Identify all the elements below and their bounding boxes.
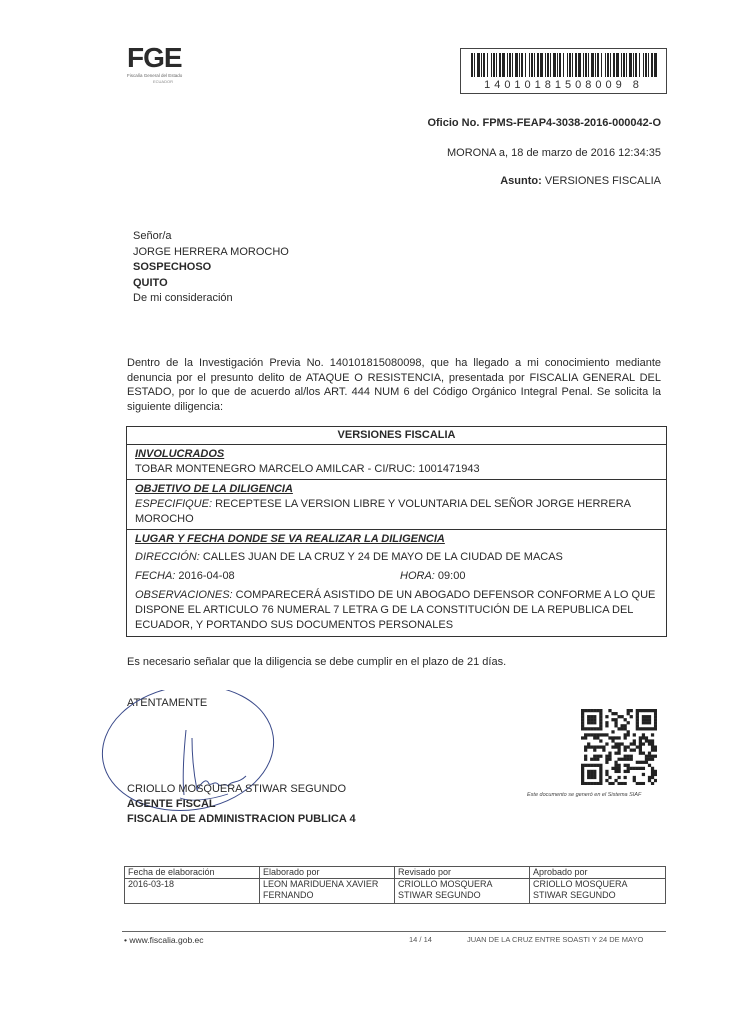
direccion-value: CALLES JUAN DE LA CRUZ Y 24 DE MAYO DE LA CIUDAD DE MACAS [202, 551, 563, 563]
oficio-label: Oficio No. [427, 117, 480, 129]
objetivo-section [127, 480, 666, 530]
recipient-city: QUITO [133, 276, 168, 289]
lugar-label: LUGAR Y FECHA DONDE SE VA REALIZAR LA DILIGENCIA [135, 533, 445, 545]
observaciones-line [135, 588, 658, 634]
signer-title: AGENTE FISCAL [127, 798, 216, 810]
approval-row [125, 879, 666, 904]
involucrados-label: INVOLUCRADOS [135, 448, 225, 460]
greeting: De mi consideración [133, 292, 233, 304]
qr-caption: Este documento se generó en el Sistema SIAF [527, 792, 642, 798]
observaciones-value: COMPARECERÁ ASISTIDO DE UN ABOGADO DEFENSOR CONFORME A LO QUE DISPONE EL ARTICULO 76 NUMERAL 7 LETRA G DE LA CONSTITUCIÓN DE LA REPUBLICA DEL ECUADOR, Y PORTANDO SUS DOCUMENTOS PERSONALES [135, 589, 656, 631]
fecha-group [135, 569, 235, 584]
barcode-bars [471, 53, 657, 79]
especifique-value: RECEPTESE LA VERSION LIBRE Y VOLUNTARIA DEL SEÑOR JORGE HERRERA MOROCHO [135, 498, 631, 525]
observaciones-label: OBSERVACIONES: [135, 589, 233, 601]
especifique-line [135, 497, 658, 527]
oficio-number: FPMS-FEAP4-3038-2016-000042-O [482, 117, 661, 129]
fecha-value: 2016-04-08 [178, 570, 235, 582]
signer-office: FISCALIA DE ADMINISTRACION PUBLICA 4 [127, 813, 356, 825]
row-cell: LEON MARIDUENA XAVIER FERNANDO [260, 879, 395, 904]
asunto-label: Asunto: [500, 175, 542, 187]
footer-website [124, 935, 204, 945]
oficio-line [427, 117, 661, 129]
direccion-label: DIRECCIÓN: [135, 551, 200, 563]
footer-address: JUAN DE LA CRUZ ENTRE SOASTI Y 24 DE MAYO [467, 935, 644, 944]
logo-country: ECUADOR [152, 79, 173, 84]
hora-value: 09:00 [437, 570, 466, 582]
bullet-icon: • [124, 935, 130, 945]
qr-code-icon [581, 709, 657, 785]
hora-group [400, 569, 465, 584]
body-paragraph: Dentro de la Investigación Previa No. 140101815080098, que ha llegado a mi conocimiento mediante denuncia por el presunto delito de ATAQUE O RESISTENCIA, presentada por FISCALIA GENERAL DEL ESTADO, por lo que de acuerdo al/los ART. 444 NUM 6 del Código Orgánico Integral Penal. Se solicita la siguiente diligencia: [127, 357, 661, 413]
barcode [460, 48, 667, 94]
signer-block [127, 782, 356, 827]
objetivo-label: OBJETIVO DE LA DILIGENCIA [135, 483, 293, 495]
atentamente: ATENTAMENTE [127, 697, 208, 709]
involucrados-value: TOBAR MONTENEGRO MARCELO AMILCAR - CI/RUC: 1001471943 [135, 463, 480, 475]
asunto-line [500, 175, 661, 187]
barcode-number: 14010181508009 8 [484, 79, 643, 91]
recipient-name: JORGE HERRERA MOROCHO [133, 245, 289, 258]
involucrados-section [127, 445, 666, 480]
hora-label: HORA: [400, 570, 435, 582]
place-date: MORONA a, 18 de marzo de 2016 12:34:35 [446, 147, 661, 159]
row-cell: CRIOLLO MOSQUERA STIWAR SEGUNDO [395, 879, 530, 904]
diligencia-table [126, 426, 667, 637]
header-cell: Elaborado por [260, 867, 395, 879]
fecha-label: FECHA: [135, 570, 176, 582]
signer-name: CRIOLLO MOSQUERA STIWAR SEGUNDO [127, 783, 347, 795]
header-cell: Fecha de elaboración [125, 867, 260, 879]
row-cell: CRIOLLO MOSQUERA STIWAR SEGUNDO [530, 879, 666, 904]
header-cell: Revisado por [395, 867, 530, 879]
asunto-value: VERSIONES FISCALIA [544, 175, 661, 187]
approval-table [124, 866, 666, 904]
direccion-line [135, 550, 658, 565]
recipient-block [133, 229, 289, 307]
footer-page: 14 / 14 [409, 935, 432, 944]
fge-logo [127, 44, 199, 88]
footer-website-text: www.fiscalia.gob.ec [129, 935, 204, 945]
approval-header-row [125, 867, 666, 879]
logo-subtitle: Fiscalía General del Estado [127, 73, 183, 78]
logo-text: FGE [127, 42, 182, 73]
fecha-hora-line [135, 569, 658, 584]
deadline-note: Es necesario señalar que la diligencia se debe cumplir en el plazo de 21 días. [127, 656, 507, 668]
recipient-role: SOSPECHOSO [133, 261, 212, 273]
salutation: Señor/a [133, 230, 172, 242]
lugar-section [127, 530, 666, 636]
especifique-label: ESPECIFIQUE: [135, 498, 213, 510]
footer-divider [122, 931, 666, 932]
header-cell: Aprobado por [530, 867, 666, 879]
row-cell: 2016-03-18 [125, 879, 260, 904]
table-title: VERSIONES FISCALIA [127, 427, 666, 445]
